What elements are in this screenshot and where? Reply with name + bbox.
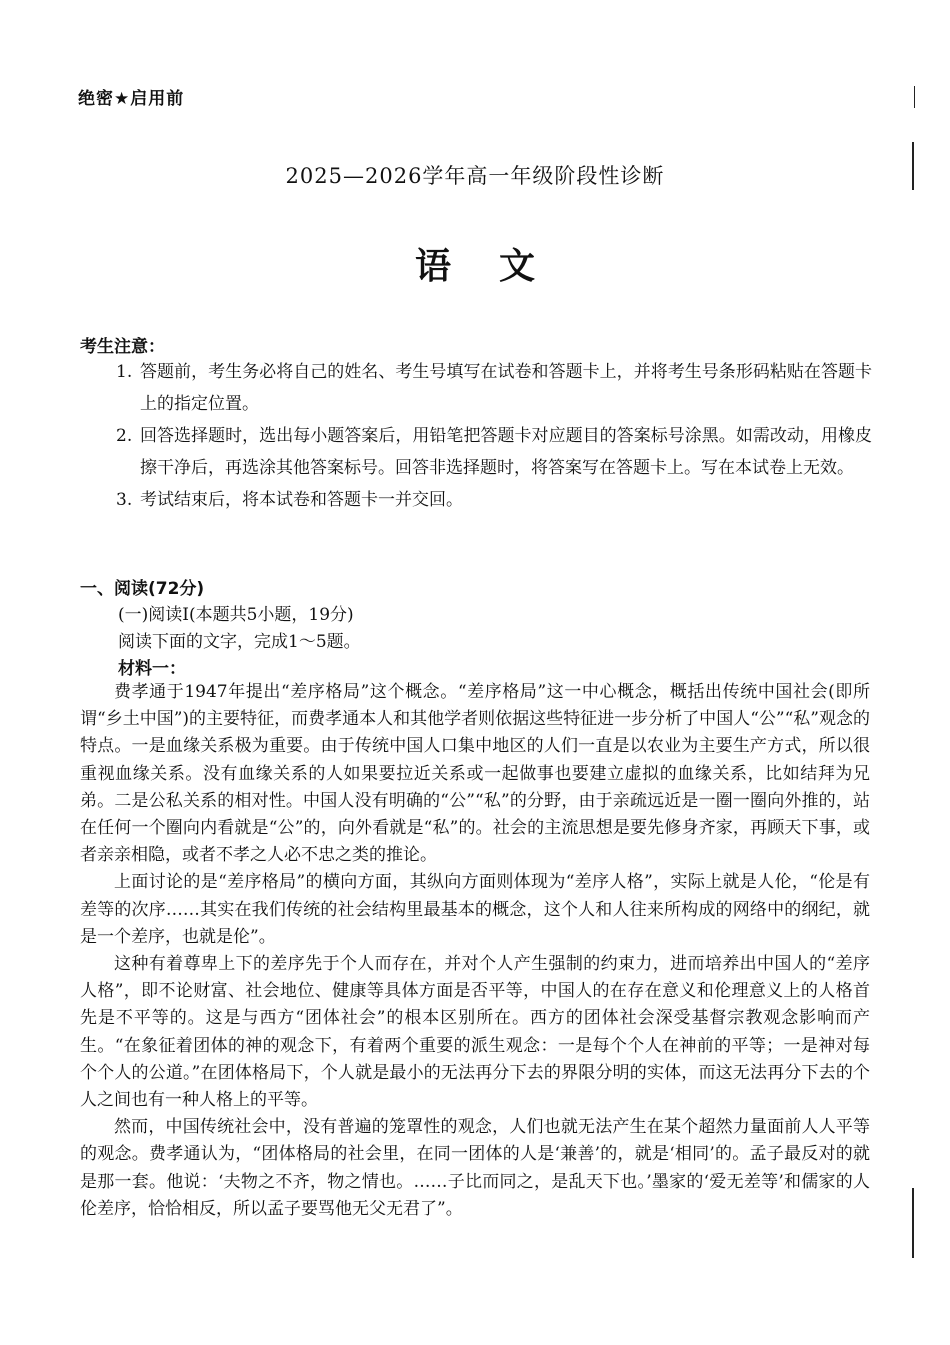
scan-edge-mark — [912, 1188, 914, 1258]
notice-text: 回答选择题时，选出每小题答案后，用铅笔把答题卡对应题目的答案标号涂黑。如需改动，用橡皮擦干净后，再选涂其他答案标号。回答非选择题时，将答案写在答题卡上。写在本试卷上无效。 — [140, 426, 872, 478]
notice-number: 3. — [116, 490, 133, 510]
passage-paragraph: 上面讨论的是“差序格局”的横向方面，其纵向方面则体现为“差序人格”，实际上就是人伦，“伦是有差等的次序……其实在我们传统的社会结构里最基本的概念，这个人和人往来所构成的网络中的纲纪，就是一个差序，也就是伦”。 — [80, 872, 870, 947]
notice-number: 1. — [116, 362, 133, 382]
subject-title: 语文 — [414, 246, 583, 287]
notice-item — [80, 420, 872, 484]
notice-title: 考生注意： — [80, 337, 165, 357]
section-heading: 一、阅读(72分) — [80, 579, 205, 599]
exam-title: 2025—2026学年高一年级阶段性诊断 — [285, 164, 665, 188]
scan-edge-mark — [912, 142, 914, 190]
notice-list — [80, 356, 872, 516]
passage-paragraph: 这种有着尊卑上下的差序先于个人而存在，并对个人产生强制的约束力，进而培养出中国人的“差序人格”，即不论财富、社会地位、健康等具体方面是否平等，中国人的在存在意义和伦理意义上的人格首先是不平等的。这是与西方“团体社会”的根本区别所在。西方的团体社会深受基督宗教观念影响而产生。“在象征着团体的神的观念下，有着两个重要的派生观念：一是每个个人在神前的平等；一是神对每个个人的公道。”在团体格局下，个人就是最小的无法再分下去的界限分明的实体，而这无法再分下去的个人之间也有一种人格上的平等。 — [80, 954, 870, 1111]
notice-item — [80, 356, 872, 420]
passage-paragraph: 然而，中国传统社会中，没有普遍的笼罩性的观念，人们也就无法产生在某个超然力量面前人人平等的观念。费孝通认为，“团体格局的社会里，在同一团体的人是‘兼善’的，就是‘相同’的。孟子最反对的就是那一套。他说：‘夫物之不齐，物之情也。……子比而同之，是乱天下也。’墨家的‘爱无差等’和儒家的人伦差序，恰恰相反，所以孟子要骂他无父无君了”。 — [80, 1117, 870, 1219]
notice-text: 答题前，考生务必将自己的姓名、考生号填写在试卷和答题卡上，并将考生号条形码粘贴在答题卡上的指定位置。 — [140, 362, 872, 414]
confidential-label: 绝密★启用前 — [78, 89, 185, 109]
scan-edge-mark — [914, 86, 915, 108]
notice-number: 2. — [116, 426, 133, 446]
notice-item — [80, 484, 872, 516]
material-label: 材料一： — [118, 659, 186, 679]
passage-paragraph: 费孝通于1947年提出“差序格局”这个概念。“差序格局”这一中心概念，概括出传统中国社会(即所谓“乡土中国”)的主要特征，而费孝通本人和其他学者则依据这些特征进一步分析了中国人“公”“私”观念的特点。一是血缘关系极为重要。由于传统中国人口集中地区的人们一直是以农业为主要生产方式，所以很重视血缘关系。没有血缘关系的人如果要拉近关系或一起做事也要建立虚拟的血缘关系，比如结拜为兄弟。二是公私关系的相对性。中国人没有明确的“公”“私”的分野，由于亲疏远近是一圈一圈向外推的，站在任何一个圈向内看就是“公”的，向外看就是“私”的。社会的主流思想是要先修身齐家，再顾天下事，或者亲亲相隐，或者不孝之人必不忠之类的推论。 — [80, 682, 870, 866]
notice-text: 考试结束后，将本试卷和答题卡一并交回。 — [140, 490, 463, 510]
reading-passage — [80, 679, 870, 1223]
section-subheading: (一)阅读Ⅰ(本题共5小题，19分) — [118, 605, 354, 625]
reading-instruction: 阅读下面的文字，完成1～5题。 — [118, 632, 361, 652]
